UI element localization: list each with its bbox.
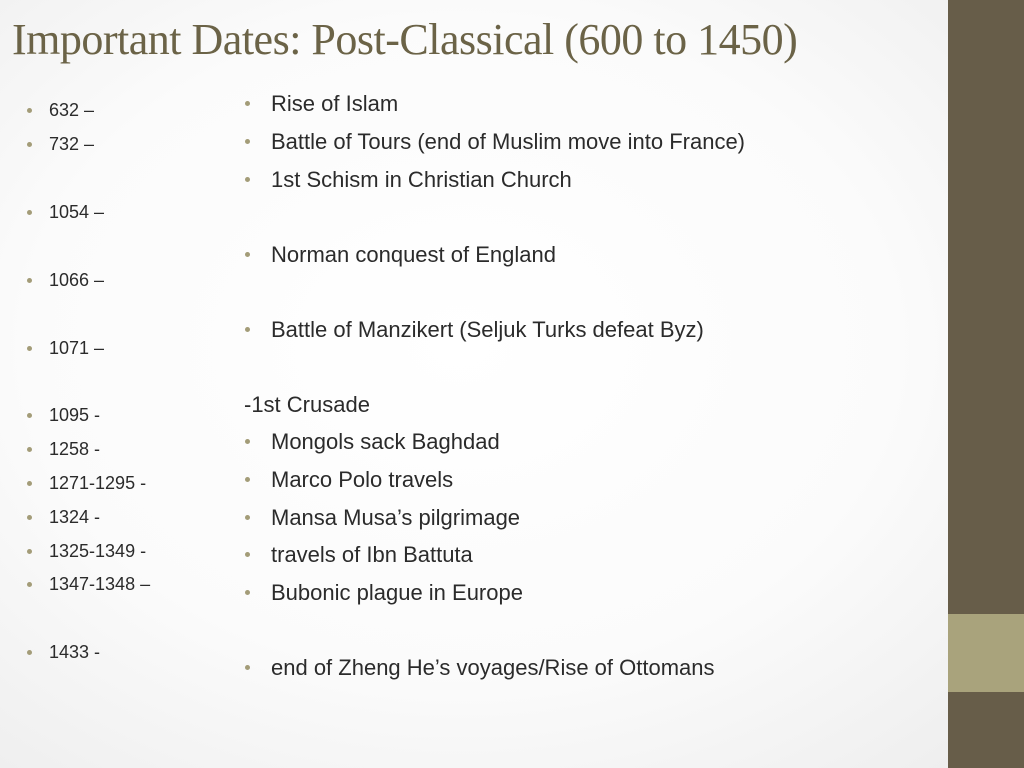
event-text: Marco Polo travels — [271, 467, 454, 492]
date-text: 632 – — [49, 100, 95, 120]
date-text: 1071 – — [49, 338, 105, 358]
date-text: 1258 - — [49, 439, 101, 459]
bullet-icon — [245, 477, 250, 482]
date-text: 732 – — [49, 134, 95, 154]
bullet-icon — [27, 515, 32, 520]
sidebar-accent-block — [948, 614, 1024, 692]
bullet-icon — [245, 590, 250, 595]
date-text: 1347-1348 – — [49, 574, 151, 594]
date-text: 1054 – — [49, 202, 105, 222]
bullet-icon — [27, 346, 32, 351]
bullet-icon — [245, 327, 250, 332]
bullet-icon — [27, 447, 32, 452]
date-text: 1095 - — [49, 405, 101, 425]
slide-title: Important Dates: Post-Classical (600 to 1450) — [12, 15, 798, 64]
bullet-icon — [27, 108, 32, 113]
event-text: -1st Crusade — [244, 392, 370, 417]
event-text: 1st Schism in Christian Church — [271, 167, 572, 192]
bullet-icon — [27, 582, 32, 587]
event-text: Battle of Manzikert (Seljuk Turks defeat Byz) — [271, 317, 704, 342]
bullet-icon — [27, 549, 32, 554]
bullet-icon — [245, 439, 250, 444]
event-text: Bubonic plague in Europe — [271, 580, 523, 605]
date-text: 1433 - — [49, 642, 101, 662]
bullet-icon — [245, 665, 250, 670]
bullet-icon — [245, 552, 250, 557]
date-text: 1271-1295 - — [49, 473, 147, 493]
bullet-icon — [245, 515, 250, 520]
bullet-icon — [245, 177, 250, 182]
event-text: travels of Ibn Battuta — [271, 542, 473, 567]
date-text: 1066 – — [49, 270, 105, 290]
bullet-icon — [27, 142, 32, 147]
bullet-icon — [245, 252, 250, 257]
bullet-icon — [245, 101, 250, 106]
bullet-icon — [27, 210, 32, 215]
event-text: Norman conquest of England — [271, 242, 556, 267]
bullet-icon — [245, 139, 250, 144]
bullet-icon — [27, 481, 32, 486]
event-text: Rise of Islam — [271, 91, 399, 116]
bullet-icon — [27, 413, 32, 418]
event-text: Mansa Musa’s pilgrimage — [271, 505, 521, 530]
event-text: Mongols sack Baghdad — [271, 429, 500, 454]
bullet-icon — [27, 650, 32, 655]
event-text: Battle of Tours (end of Muslim move into France) — [271, 129, 746, 154]
event-text: end of Zheng He’s voyages/Rise of Ottomans — [271, 655, 715, 680]
date-text: 1324 - — [49, 507, 101, 527]
bullet-icon — [27, 278, 32, 283]
date-text: 1325-1349 - — [49, 541, 147, 561]
